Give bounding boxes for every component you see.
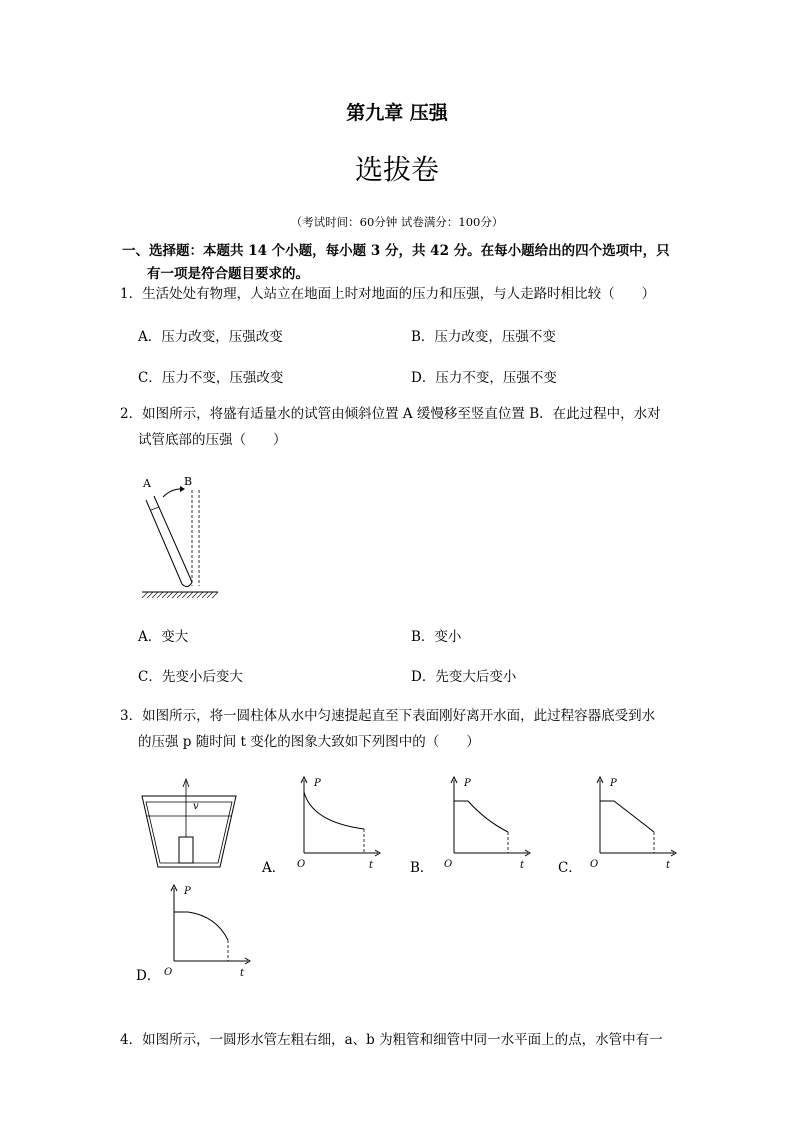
origin-label: O (590, 859, 599, 870)
pressure-curve (174, 912, 228, 940)
chapter-title: 第九章 压强 (346, 102, 448, 124)
tube-bottom (182, 582, 192, 587)
q3-option-b-label[interactable]: B． (410, 860, 434, 876)
question-4-text: 4．如图所示，一圆形水管左粗右细，a、b 为粗管和细管中同一水平面上的点，水管中有一 (120, 1032, 663, 1048)
graph-b[interactable] (440, 772, 535, 872)
y-axis-label: P (610, 778, 617, 789)
q2-option-d[interactable]: D．先变大后变小 (411, 669, 517, 685)
tube-wall-right (154, 496, 192, 582)
figure-label-a: A (143, 477, 151, 490)
container-figure (138, 775, 240, 875)
question-3-line1: 3．如图所示，将一圆柱体从水中匀速提起直至下表面刚好离开水面，此过程容器底受到水 (120, 708, 656, 724)
q2-option-c[interactable]: C．先变小后变大 (138, 669, 243, 685)
q1-option-b[interactable]: B．压力改变，压强不变 (411, 329, 556, 345)
x-axis-label: t (520, 860, 525, 871)
graph-d[interactable] (160, 880, 255, 980)
origin-label: O (444, 859, 453, 870)
x-axis-label: t (240, 968, 245, 979)
origin-label: O (164, 967, 173, 978)
question-2-line2: 试管底部的压强（ ） (138, 432, 287, 448)
question-1-text: 1．生活处处有物理，人站立在地面上时对地面的压力和压强，与人走路时相比较（ ） (120, 286, 656, 302)
exam-info: （考试时间：60分钟 试卷满分：100分） (290, 215, 504, 229)
y-axis-label: P (464, 778, 471, 789)
question-3-text (120, 703, 655, 755)
question-2-line1: 2．如图所示，将盛有适量水的试管由倾斜位置 A 缓慢移至竖直位置 B．在此过程中，水对 (120, 406, 661, 422)
pressure-line (600, 801, 654, 832)
x-axis-label: t (369, 860, 374, 871)
y-axis-label: P (314, 778, 321, 789)
q2-option-a[interactable]: A．变大 (138, 629, 189, 645)
question-2-text (120, 401, 661, 453)
figure-label-b: B (184, 475, 193, 488)
ground-hatching (142, 592, 218, 598)
q1-option-d[interactable]: D．压力不变，压强不变 (411, 370, 557, 386)
tube-wall-left (146, 500, 182, 584)
container-inner-wall (146, 802, 232, 863)
graph-c[interactable] (586, 772, 681, 872)
paper-title: 选拔卷 (354, 153, 439, 186)
cylinder (179, 837, 193, 863)
graph-a[interactable] (290, 772, 385, 872)
section-heading-line1: 一、选择题：本题共 14 个小题，每小题 3 分，共 42 分。在每小题给出的四个选项中，只 (122, 243, 670, 259)
y-axis-label: P (184, 886, 191, 897)
q2-option-b[interactable]: B．变小 (411, 629, 462, 645)
q3-option-a-label[interactable]: A． (262, 860, 286, 876)
velocity-label: v (193, 801, 199, 812)
q3-option-d-label[interactable]: D． (136, 968, 161, 984)
q1-option-a[interactable]: A．压力改变，压强改变 (138, 329, 283, 345)
q1-option-c[interactable]: C．压力不变，压强改变 (138, 370, 284, 386)
test-tube-figure (136, 470, 226, 605)
water-surface (151, 507, 159, 510)
section-heading-line2: 有一项是符合题目要求的。 (147, 266, 309, 282)
x-axis-label: t (666, 860, 671, 871)
q3-option-c-label[interactable]: C． (558, 860, 582, 876)
question-3-line2: 的压强 p 随时间 t 变化的图象大致如下列图中的（ ） (138, 734, 480, 750)
pressure-curve (304, 792, 364, 829)
container-outline (142, 796, 236, 867)
section-heading (122, 240, 670, 286)
origin-label: O (297, 859, 306, 870)
pressure-curve (454, 801, 508, 832)
